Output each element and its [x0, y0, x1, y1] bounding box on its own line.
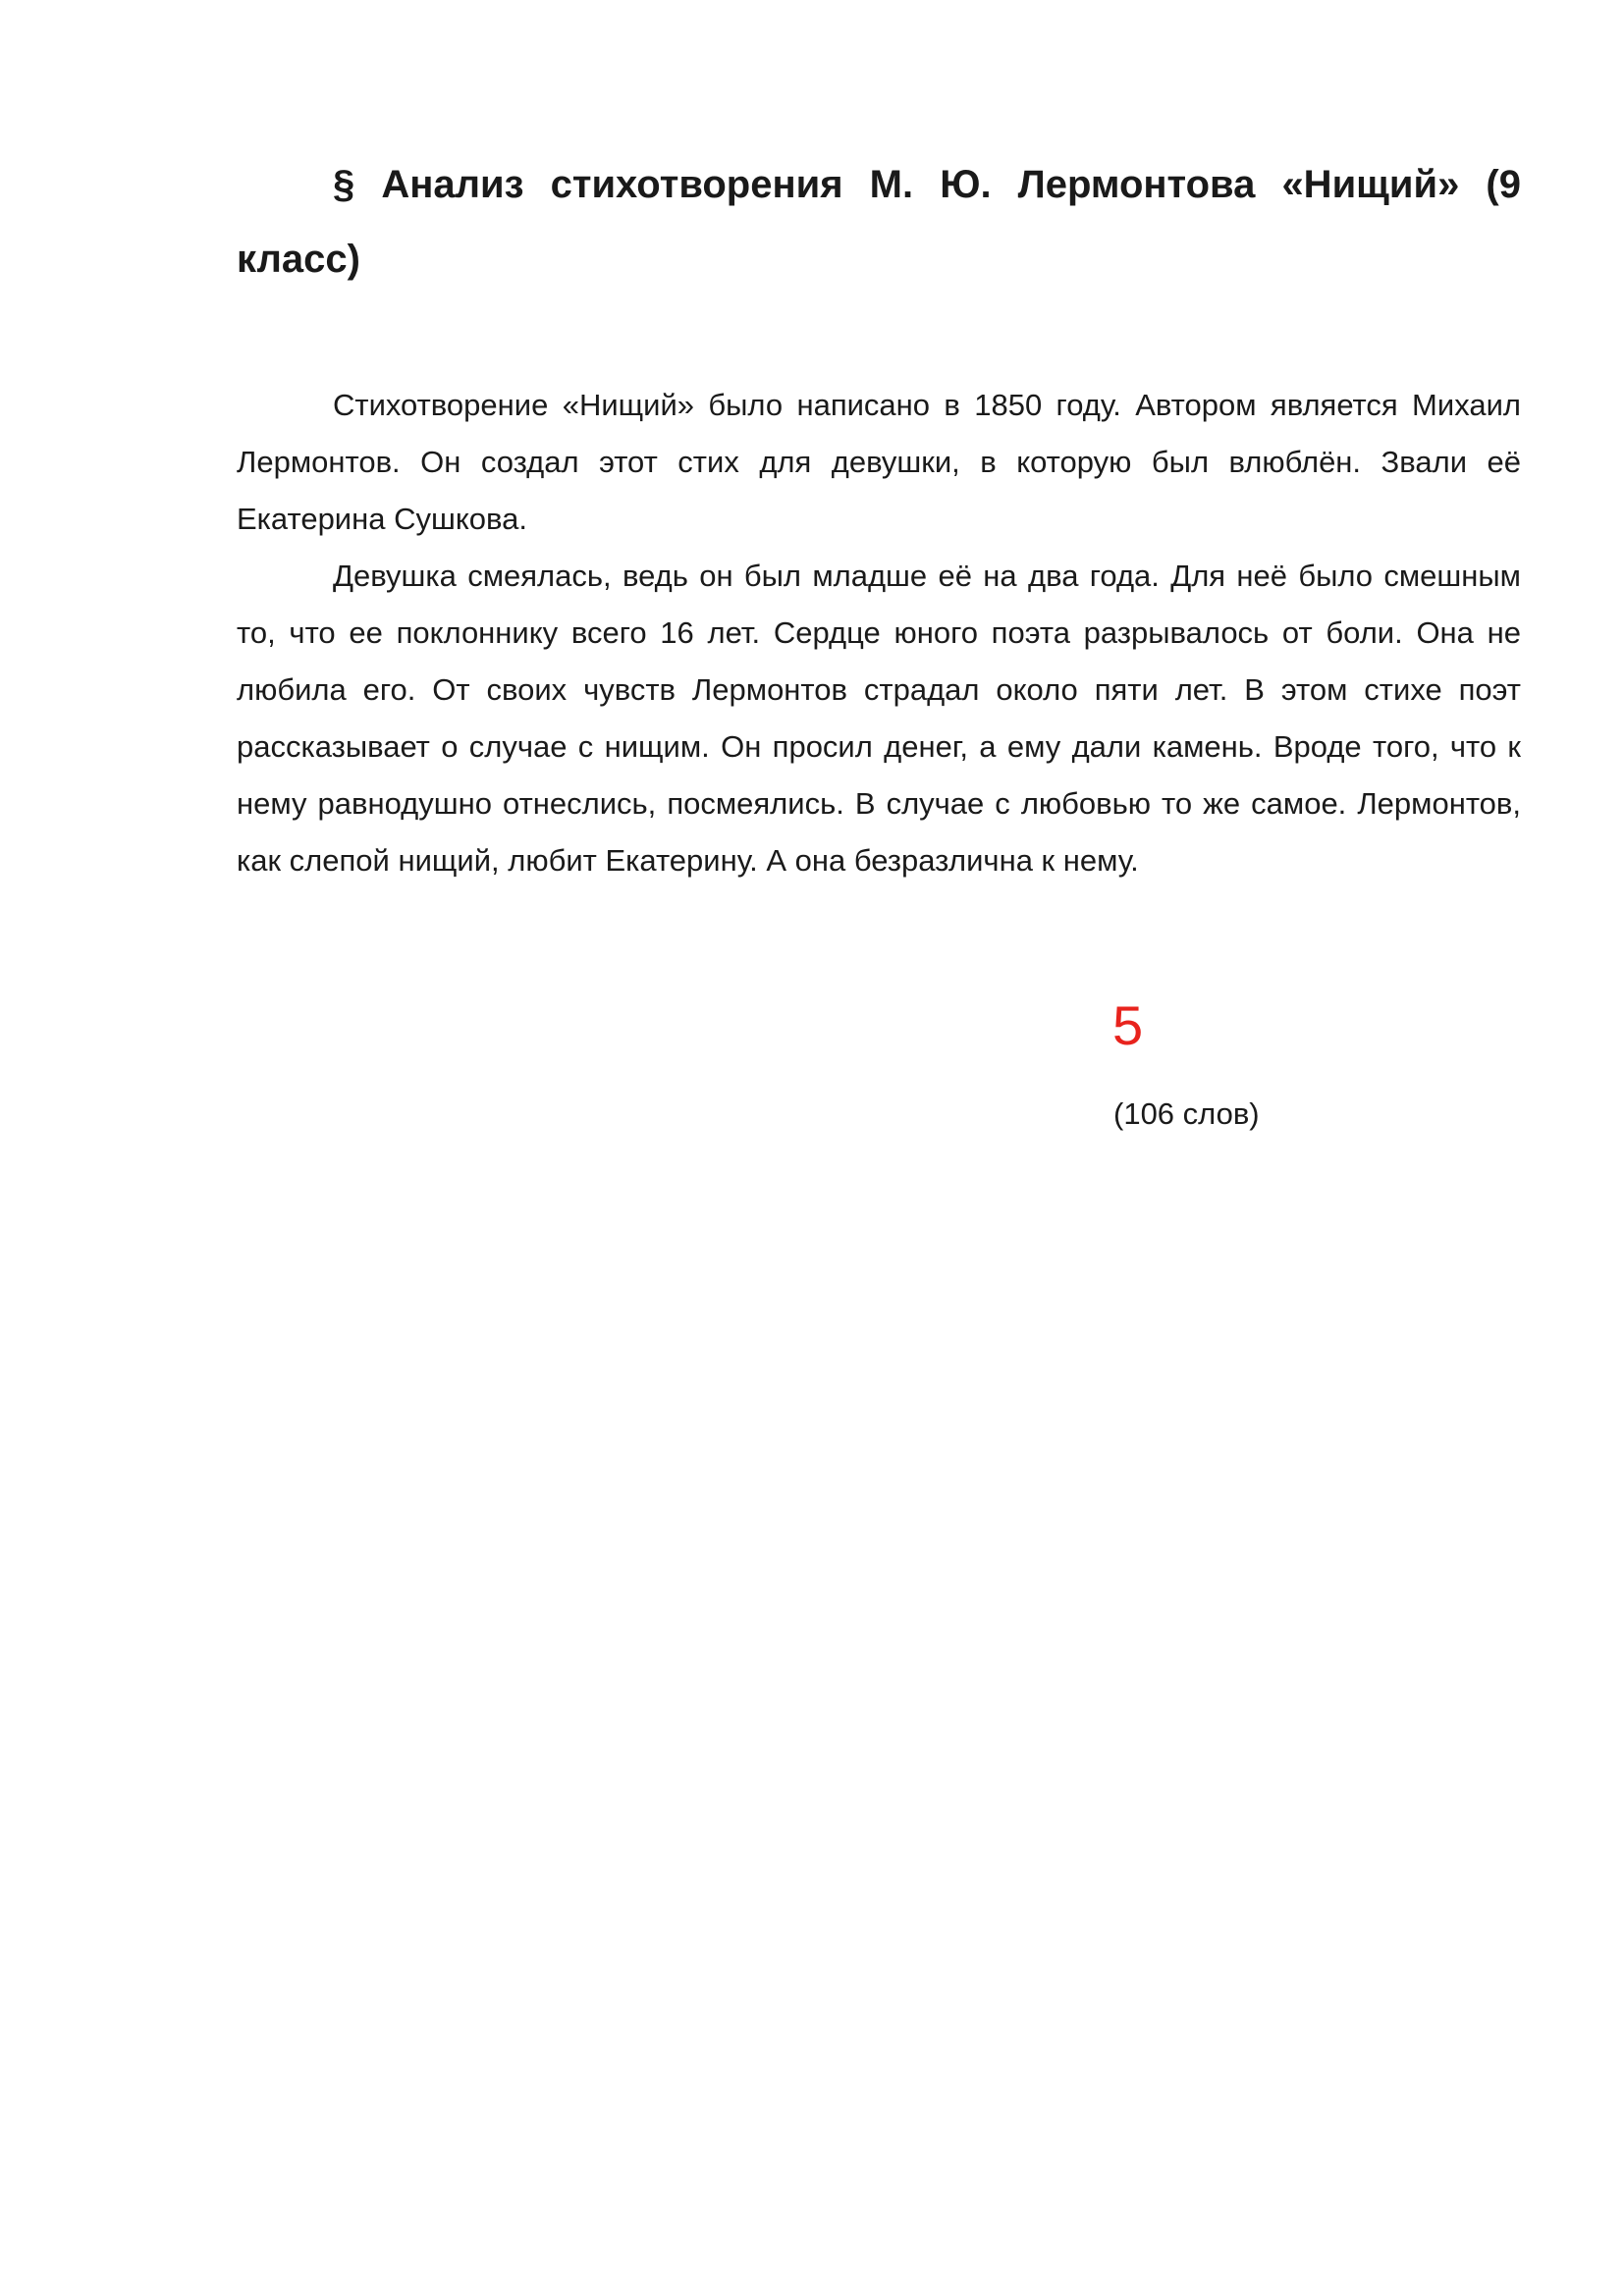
document-title: § Анализ стихотворения М. Ю. Лермонтова «Нищий» (9 класс)	[237, 163, 1521, 281]
grade-mark: 5	[1112, 994, 1144, 1056]
document-content	[237, 147, 1521, 889]
paragraph-1: Стихотворение «Нищий» было написано в 1850 году. Автором является Михаил Лермонтов. Он создал этот стих для девушки, в которую был влюблён. Звали её Екатерина Сушкова.	[237, 388, 1521, 536]
paragraph-2: Девушка смеялась, ведь он был младше её на два года. Для неё было смешным то, что ее поклоннику всего 16 лет. Сердце юного поэта разрывалось от боли. Она не любила его. От своих чувств Лермонтов страдал около пяти лет. В этом стихе поэт рассказывает о случае с нищим. Он просил денег, а ему дали камень. Вроде того, что к нему равнодушно отнеслись, посмеялись. В случае с любовью то же самое. Лермонтов, как слепой нищий, любит Екатерину. А она безразлична к нему.	[237, 559, 1521, 878]
word-count: (106 слов)	[1113, 1096, 1260, 1131]
document-body	[237, 377, 1521, 889]
